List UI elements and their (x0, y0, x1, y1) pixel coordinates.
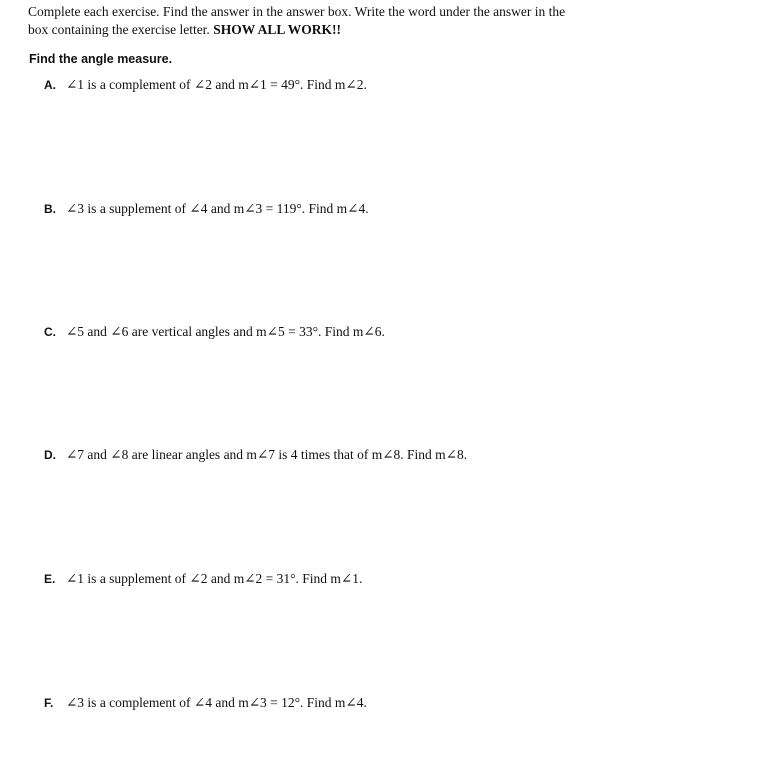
section-heading: Find the angle measure. (29, 52, 173, 66)
exercise-letter: E. (44, 572, 56, 586)
instructions-line-1: Complete each exercise. Find the answer in the answer box. Write the word under the answer in the (28, 4, 566, 19)
exercise-f (44, 695, 367, 711)
exercise-text: ∠1 is a supplement of ∠2 and m∠2 = 31°. Find m∠1. (66, 571, 363, 586)
exercise-letter: D. (44, 448, 56, 462)
exercise-letter: B. (44, 202, 56, 216)
instructions (28, 3, 728, 39)
exercise-letter: C. (44, 325, 56, 339)
exercise-letter: F. (44, 696, 54, 710)
exercise-text: ∠3 is a complement of ∠4 and m∠3 = 12°. Find m∠4. (66, 695, 367, 710)
exercise-d (44, 447, 467, 463)
exercise-a (44, 77, 367, 93)
instructions-line-2 (28, 21, 728, 39)
exercise-c (44, 324, 385, 340)
instructions-line-2-text: box containing the exercise letter. (28, 22, 214, 37)
exercise-text: ∠5 and ∠6 are vertical angles and m∠5 = 33°. Find m∠6. (66, 324, 385, 339)
exercise-b (44, 201, 369, 217)
exercise-e (44, 571, 362, 587)
exercise-text: ∠7 and ∠8 are linear angles and m∠7 is 4 times that of m∠8. Find m∠8. (66, 447, 468, 462)
exercise-letter: A. (44, 78, 56, 92)
exercise-text: ∠3 is a supplement of ∠4 and m∠3 = 119°. Find m∠4. (66, 201, 369, 216)
show-all-work-emphasis: SHOW ALL WORK!! (213, 22, 341, 37)
exercise-text: ∠1 is a complement of ∠2 and m∠1 = 49°. Find m∠2. (66, 77, 367, 92)
